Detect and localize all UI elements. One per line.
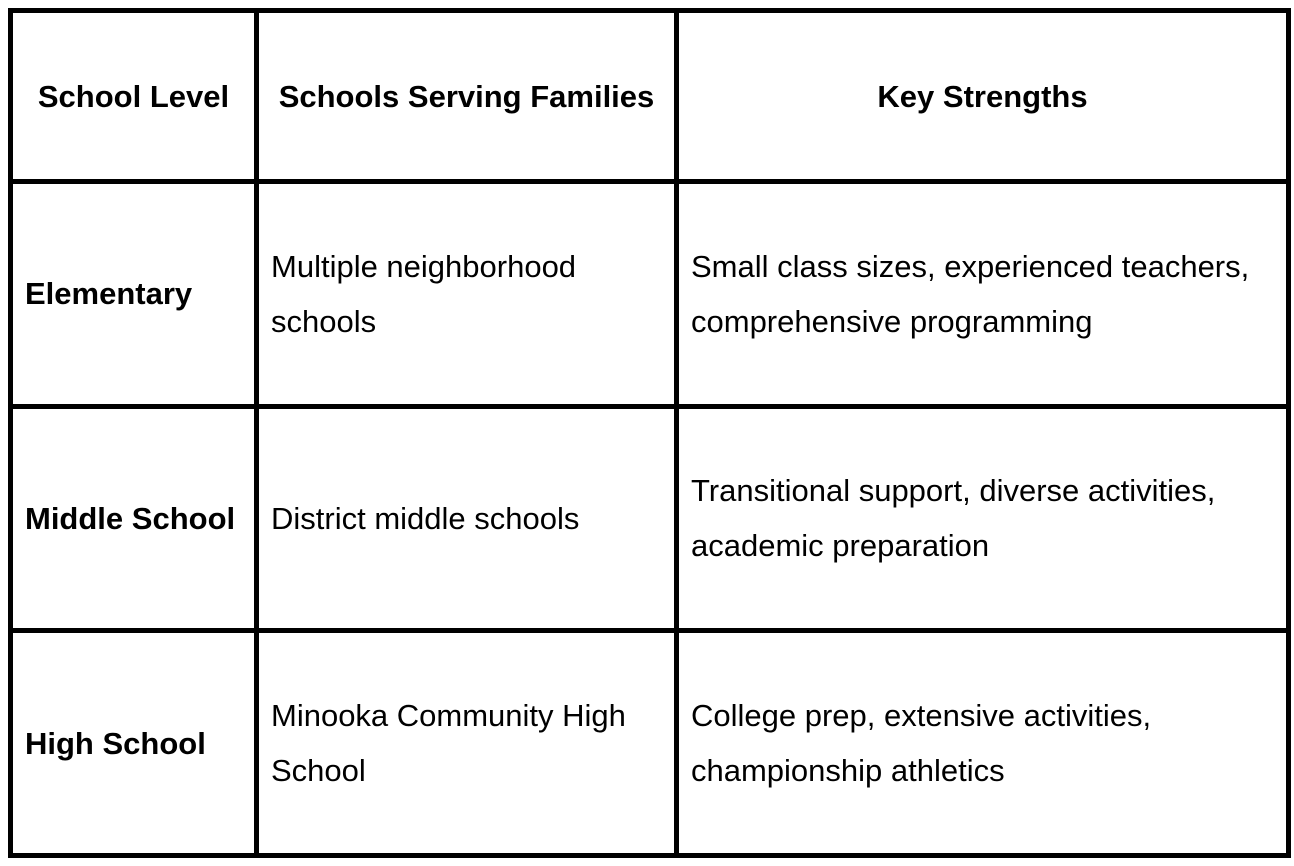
header-school-level: School Level — [11, 11, 257, 182]
cell-schools: Multiple neighborhood schools — [257, 182, 677, 407]
table-container — [8, 8, 1286, 858]
cell-schools: District middle schools — [257, 406, 677, 631]
cell-school-level: High School — [11, 631, 257, 856]
cell-school-level: Elementary — [11, 182, 257, 407]
cell-school-level: Middle School — [11, 406, 257, 631]
schools-table — [8, 8, 1291, 858]
cell-strengths: Small class sizes, experienced teachers, comprehensive programming — [677, 182, 1289, 407]
table-row — [11, 182, 1289, 407]
cell-strengths: Transitional support, diverse activities, academic preparation — [677, 406, 1289, 631]
header-schools-serving-families: Schools Serving Families — [257, 11, 677, 182]
cell-strengths: College prep, extensive activities, championship athletics — [677, 631, 1289, 856]
table-header-row — [11, 11, 1289, 182]
cell-schools: Minooka Community High School — [257, 631, 677, 856]
header-key-strengths: Key Strengths — [677, 11, 1289, 182]
table-row — [11, 406, 1289, 631]
table-row — [11, 631, 1289, 856]
